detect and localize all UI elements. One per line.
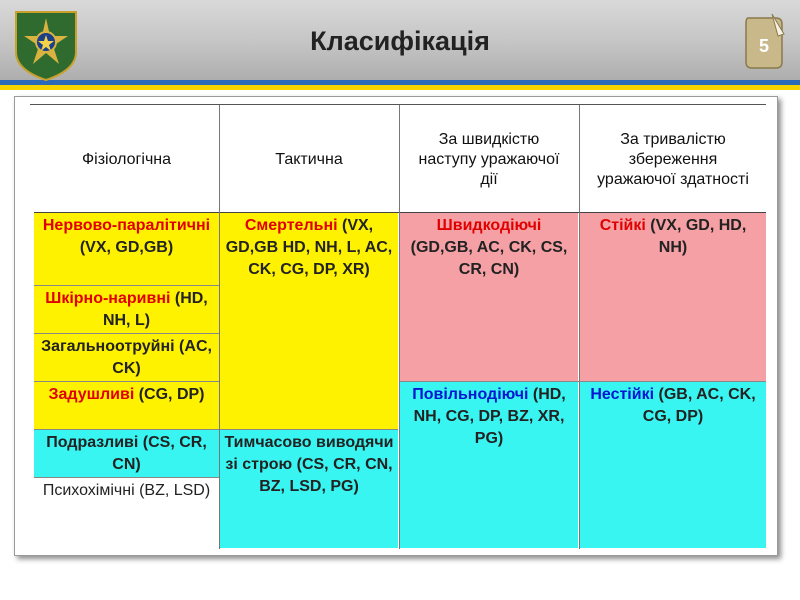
physio-irritant-agents: Подразливі (CS, CR, CN) bbox=[34, 430, 219, 477]
header-divider bbox=[34, 212, 766, 213]
physio-nerve-agents: Нервово-паралітичні (VX, GD,GB) bbox=[34, 213, 219, 285]
col-header-speed: За швидкістю наступу уражаючої дії bbox=[418, 131, 560, 188]
tactical-lethal: Смертельні (VX, GD,GB HD, NH, L, AC, CK, CG, DP, XR) bbox=[220, 213, 398, 429]
row-divider bbox=[34, 429, 219, 430]
speed-slow-acting: Повільнодіючі (HD, NH, CG, DP, BZ, XR, PG) bbox=[400, 382, 578, 548]
row-divider bbox=[34, 333, 219, 334]
col-header-duration: За тривалістю збереження уражаючої здатності bbox=[597, 131, 749, 188]
col-divider-2 bbox=[399, 105, 400, 549]
row-divider bbox=[34, 381, 219, 382]
tactical-incapacitating: Тимчасово виводячи зі строю (CS, CR, CN, BZ, LSD, PG) bbox=[220, 430, 398, 548]
physio-blood-agents: Загальноотруйні (AC, CK) bbox=[34, 334, 219, 381]
page-number: 5 bbox=[758, 36, 769, 56]
duration-persistent: Стійкі (VX, GD, HD, NH) bbox=[580, 213, 766, 381]
page-title: Класифікація bbox=[310, 26, 490, 56]
physio-blister-agents: Шкірно-наривні (HD, NH, L) bbox=[34, 286, 219, 333]
row-divider bbox=[220, 429, 398, 430]
col-header-physiological: Фізіологічна bbox=[81, 151, 172, 168]
col-divider-3 bbox=[579, 105, 580, 549]
speed-fast-acting: Швидкодіючі (GD,GB, AC, CK, CS, CR, CN) bbox=[400, 213, 578, 381]
row-divider bbox=[400, 381, 766, 382]
row-divider bbox=[34, 477, 219, 478]
physio-psychochemical-agents: Психохімічні (BZ, LSD) bbox=[42, 482, 211, 499]
header-stripe bbox=[0, 80, 800, 90]
col-header-tactical: Тактична bbox=[275, 151, 343, 168]
col-divider-1 bbox=[219, 105, 220, 549]
duration-non-persistent: Нестійкі (GB, AC, CK, CG, DP) bbox=[580, 382, 766, 548]
row-divider bbox=[34, 285, 219, 286]
top-rule bbox=[30, 104, 766, 105]
physio-choking-agents: Задушливі (CG, DP) bbox=[34, 382, 219, 429]
